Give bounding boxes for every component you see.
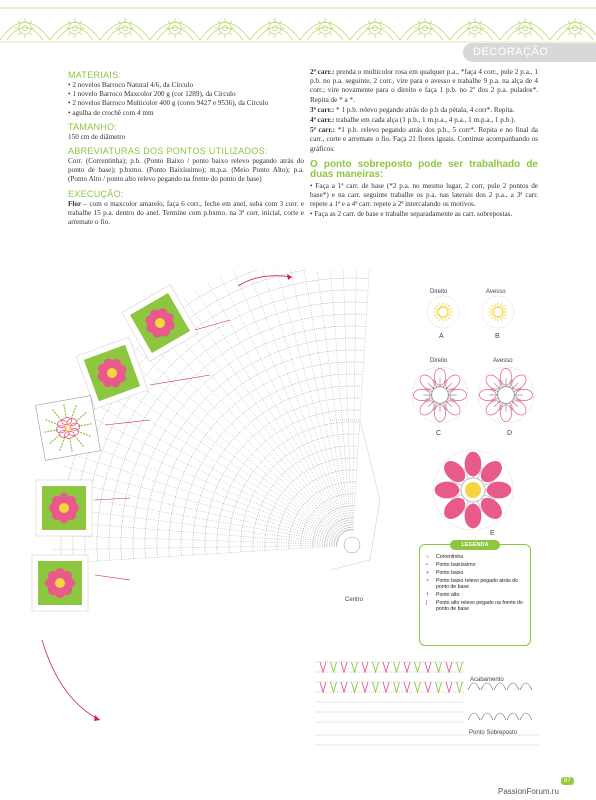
diagram-stitch bbox=[491, 305, 494, 308]
diagram-stitch bbox=[494, 303, 496, 307]
edging-stitch bbox=[362, 662, 368, 692]
size-text: 150 cm de diâmetro bbox=[68, 132, 126, 141]
legend-label: Ponto baixíssimo bbox=[436, 562, 476, 568]
round-instruction bbox=[310, 106, 538, 115]
legend-label: Ponto alto relevo pegado na frente do ponto de base bbox=[436, 600, 523, 612]
lace-petal bbox=[479, 32, 482, 35]
diagram-stitch bbox=[501, 315, 504, 318]
flower-motifs bbox=[412, 296, 534, 530]
fan-spoke bbox=[52, 545, 337, 549]
lace-petal bbox=[218, 32, 221, 35]
lace-petal bbox=[229, 32, 232, 35]
edging-stitch bbox=[373, 662, 379, 692]
diagram-stitch bbox=[446, 315, 449, 318]
diagram-petal bbox=[435, 482, 459, 498]
arrow-head bbox=[287, 274, 292, 280]
left-column bbox=[68, 68, 304, 227]
diagram-outline bbox=[427, 296, 459, 328]
diagram-stitch bbox=[434, 314, 438, 316]
legend-item bbox=[426, 600, 530, 612]
fan-spoke bbox=[71, 439, 338, 540]
diagram-outline bbox=[478, 367, 534, 423]
lace-petal bbox=[129, 32, 132, 35]
fan-spoke bbox=[83, 413, 339, 538]
fan-spoke bbox=[161, 314, 343, 534]
overlay-stitch-label: Ponto Sobreposto bbox=[469, 730, 518, 736]
tile-frame bbox=[36, 396, 101, 461]
fan-spoke bbox=[53, 546, 337, 564]
edging-scallop bbox=[468, 683, 480, 690]
lace-rosette bbox=[523, 26, 528, 31]
lace-rosette bbox=[323, 26, 328, 31]
diagram-stitch bbox=[447, 314, 451, 316]
figure-letter-c: C bbox=[436, 430, 442, 437]
fan-spoke bbox=[140, 333, 342, 535]
legend-label: Ponto baixo bbox=[436, 570, 464, 576]
legend-label: Ponto baixo relevo pegado atrás do ponto de base bbox=[436, 578, 518, 590]
bottom-arrow bbox=[42, 640, 100, 720]
abbrev-heading: ABREVIATURAS DOS PONTOS UTILIZADOS: bbox=[68, 146, 268, 157]
diagram-petal bbox=[465, 504, 481, 528]
fan-spoke bbox=[150, 323, 342, 534]
lace-petal bbox=[179, 32, 182, 35]
edging-scallop bbox=[494, 683, 506, 690]
diagram-stitch bbox=[500, 316, 502, 320]
lace-rosette bbox=[123, 26, 128, 31]
diagram-stitch bbox=[447, 308, 451, 310]
legend-symbol: ○ bbox=[426, 554, 430, 560]
lace-rosette bbox=[473, 26, 478, 31]
edging-stitch bbox=[457, 662, 463, 692]
lace-petal bbox=[368, 32, 371, 35]
fan-spoke bbox=[287, 270, 349, 530]
lace-petal bbox=[79, 32, 82, 35]
legend-title: LEGENDA bbox=[450, 540, 500, 550]
stitch-subheading: O ponto sobreposto pode ser trabalhado de duas maneiras: bbox=[310, 158, 538, 180]
edging-label: Acabamento bbox=[470, 677, 504, 683]
fan-round bbox=[229, 422, 360, 553]
material-item: • 2 novelos Barroco Multicolor 400 g (cores 9427 e 9536), da Círculo bbox=[68, 99, 269, 108]
figure-letter-e: E bbox=[490, 530, 495, 537]
fan-spoke bbox=[207, 282, 344, 532]
lace-petal bbox=[379, 32, 382, 35]
diagram-ring bbox=[438, 307, 448, 317]
flower-center bbox=[55, 578, 65, 588]
figure-label-direito: Direito bbox=[430, 289, 448, 295]
stitch-bullet: • Faça a 1ª carr. de base (*2 p.a. no mesmo lugar, 2 corr, pule 2 pontos de base*) e na carr. seguinte trabalhe os p.a. nas laterais dos 2 p.a., a 3ª carr. repete a 1ª e a 4ª carr. repete a 2ª intercalando os motivos. bbox=[310, 181, 538, 209]
materials-heading: MATERIAIS: bbox=[68, 70, 122, 80]
abbrev-text: Corr. (Correntinha); p.b. (Ponto Baixo / ponto baixo relevo pegando atrás do ponto de base); p.bxmo. (Ponto Baixíssimo); m.p.a. (Meio Ponto Alto); p.a. (Ponto Alto / ponto alto relevo pegando na frente do ponto de base) bbox=[68, 157, 304, 184]
right-column bbox=[310, 68, 538, 221]
fan-round bbox=[193, 386, 362, 555]
lace-petal bbox=[329, 32, 332, 35]
edging-scallop bbox=[507, 713, 519, 720]
diagram-petal bbox=[487, 482, 511, 498]
lace-rosette bbox=[73, 26, 78, 31]
figure-label-avesso: Avesso bbox=[486, 289, 506, 295]
lace-rosette bbox=[23, 26, 28, 31]
flower-tiles bbox=[32, 285, 230, 611]
lace-rosette bbox=[223, 26, 228, 31]
figure-label-direito: Direito bbox=[430, 358, 448, 364]
round-label: 3ª carr.: bbox=[310, 105, 335, 114]
figure-label-avesso: Avesso bbox=[493, 358, 513, 364]
fan-spoke bbox=[77, 426, 339, 539]
legend-symbol: × bbox=[426, 578, 430, 584]
diagram-stitch bbox=[434, 308, 438, 310]
lace-petal bbox=[68, 32, 71, 35]
figure-letter-b: B bbox=[495, 333, 500, 340]
edging-scallop bbox=[481, 713, 493, 720]
fan-spoke bbox=[63, 466, 338, 541]
legend-item bbox=[426, 570, 530, 576]
execution-heading: EXECUÇÃO: bbox=[68, 188, 124, 199]
legend-symbol: ʃ bbox=[426, 600, 428, 606]
edging-stitch bbox=[331, 662, 337, 692]
flower-tile bbox=[36, 396, 101, 461]
legend-symbol: + bbox=[426, 570, 430, 576]
round-text: * 1 p.b. relevo pegando atrás do p.b da pétala, 4 corr*. Repita. bbox=[334, 105, 515, 114]
lace-rosette bbox=[423, 26, 428, 31]
round-instruction bbox=[310, 68, 538, 105]
fan-spoke bbox=[314, 270, 350, 530]
fan-spoke bbox=[89, 400, 339, 537]
lace-rosette bbox=[573, 26, 578, 31]
fan-spoke bbox=[54, 507, 337, 543]
fan-spoke bbox=[300, 270, 349, 530]
lace-scallop bbox=[550, 23, 596, 41]
site-watermark: PassionForum.ru bbox=[498, 787, 559, 796]
round-instruction bbox=[310, 126, 538, 154]
lace-petal bbox=[529, 32, 532, 35]
fan-round bbox=[265, 458, 357, 550]
legend-symbol: † bbox=[426, 592, 429, 598]
lace-petal bbox=[579, 32, 582, 35]
fan-round bbox=[61, 270, 370, 563]
section-tag-label: DECORAÇÃO bbox=[473, 46, 549, 58]
lace-petal bbox=[318, 32, 321, 35]
lace-petal bbox=[29, 32, 32, 35]
diagram-stitch bbox=[494, 316, 496, 320]
fan-spoke bbox=[259, 270, 347, 531]
diagram-center-fill bbox=[465, 482, 481, 498]
diagram-outline bbox=[412, 367, 468, 423]
execution-text bbox=[68, 200, 304, 228]
tile-arrow bbox=[95, 575, 130, 580]
edging-stitch bbox=[341, 662, 347, 692]
center-label: Centro bbox=[345, 597, 364, 603]
legend-list bbox=[426, 554, 530, 612]
fan-spoke bbox=[183, 297, 343, 533]
lace-petal bbox=[568, 32, 571, 35]
round-text: *1 p.b. relevo pegando atrás dos p.b., 5 corr*. Repita e no final da carr., corte e arremate o fio. Faça 21 flores iguais. Continue acompanhando os gráficos. bbox=[310, 126, 538, 153]
diagram-stitch bbox=[439, 303, 441, 307]
round-label: 5ª carr.: bbox=[310, 126, 336, 135]
fan-spoke bbox=[246, 270, 347, 531]
edging-scallop bbox=[468, 713, 480, 720]
flower-diagram bbox=[482, 296, 514, 328]
arrow-head bbox=[94, 715, 100, 721]
round-text: prenda o multicolor rosa em qualquer p.a., *faça 4 corr., pule 2 p.a., 1 p.b. no p.a. seguinte, 2 corr., vire para o avesso e trabalhe 9 p.a. na alça de 4 corr.; vire novamente para o direito e faça 1 p.b. no 2º dos 2 p.a. pulados*. Repita de * a *. bbox=[310, 68, 538, 104]
edging-stitch bbox=[446, 662, 452, 692]
fan-spoke bbox=[52, 536, 337, 545]
figure-letter-a: A bbox=[439, 333, 444, 340]
round-instruction bbox=[310, 116, 538, 125]
fan-round bbox=[277, 470, 357, 550]
diagram-stitch bbox=[501, 305, 504, 308]
fan-spoke bbox=[172, 305, 343, 533]
round-text: trabalhe em cada alça (1 p.b., 1 m.p.a., 4 p.a., 1 m.p.a., 1 p.b.). bbox=[334, 116, 516, 125]
edging-stitch bbox=[425, 662, 431, 692]
fan-spoke bbox=[130, 343, 341, 535]
fan-spoke bbox=[343, 270, 352, 530]
fan-spoke bbox=[104, 376, 340, 536]
lace-rosette bbox=[273, 26, 278, 31]
diagram-outline bbox=[482, 296, 514, 328]
crochet-diagram bbox=[0, 270, 596, 800]
fan-spoke bbox=[67, 452, 338, 540]
fan-center bbox=[344, 537, 360, 553]
diagram-stitch bbox=[436, 305, 439, 308]
tile-arrow bbox=[150, 375, 210, 385]
lace-petal bbox=[418, 32, 421, 35]
edging-scallop bbox=[520, 713, 532, 720]
diagram-stitch bbox=[502, 314, 506, 316]
fan-spoke bbox=[273, 270, 348, 531]
diagram-stitch bbox=[436, 315, 439, 318]
diagram-stitch bbox=[489, 308, 493, 310]
execution-body: – com o maxcolor amarelo, faça 6 corr., feche em anel, suba com 3 corr. e trabalhe 15 p.a. dentro do anel. Termine com p.bxmo. na 3ª corr. inicial, corte e arremate o fio. bbox=[68, 199, 304, 227]
lace-petal bbox=[468, 32, 471, 35]
diagram-stitch bbox=[446, 305, 449, 308]
fan-edge bbox=[330, 420, 380, 570]
diagram-stitch bbox=[445, 303, 447, 307]
fan-spoke bbox=[53, 521, 337, 543]
diagram-stitch bbox=[489, 314, 493, 316]
edging-scallop bbox=[481, 683, 493, 690]
fan-spoke bbox=[233, 270, 346, 531]
section-tag bbox=[463, 43, 596, 62]
edging-stitch bbox=[394, 662, 400, 692]
material-item: • 2 novelos Barroco Natural 4/6, da Círculo bbox=[68, 81, 194, 89]
page-number: 87 bbox=[561, 777, 574, 785]
edging-stitch bbox=[436, 662, 442, 692]
diagram-stitch bbox=[500, 303, 502, 307]
flower-tile bbox=[32, 555, 88, 611]
material-item: • 1 novelo Barroco Maxcolor 200 g (cor 1289), da Círculo bbox=[68, 90, 236, 99]
diagram-ring bbox=[498, 387, 515, 404]
lace-rosette bbox=[173, 26, 178, 31]
stitch-bullet: • Faça as 2 carr. de base e trabalhe separadamente as carr. sobrepostas. bbox=[310, 210, 513, 219]
fan-round bbox=[157, 350, 364, 557]
edging-scallop bbox=[507, 683, 519, 690]
fan-round bbox=[181, 374, 363, 556]
edging-stitch bbox=[320, 662, 326, 692]
lace-petal bbox=[118, 32, 121, 35]
material-item: • agulha de crochê com 4 mm bbox=[68, 108, 154, 117]
flower-center bbox=[59, 503, 69, 513]
lace-petal bbox=[279, 32, 282, 35]
edging-scallop bbox=[520, 683, 532, 690]
fan-spoke bbox=[352, 270, 356, 530]
round-label: 4ª carr.: bbox=[310, 116, 335, 125]
fan-chart bbox=[52, 270, 380, 570]
tile-arrow bbox=[95, 498, 130, 500]
legend-label: Correntinha bbox=[436, 554, 464, 560]
fan-spoke bbox=[121, 354, 341, 536]
flower-diagram bbox=[478, 367, 534, 423]
edging-scallop bbox=[494, 713, 506, 720]
edging-stitch bbox=[415, 662, 421, 692]
execution-lead: Flor bbox=[68, 199, 82, 208]
legend-item bbox=[426, 562, 530, 568]
diagram-stitch bbox=[502, 308, 506, 310]
round-label: 2ª carr.: bbox=[310, 68, 335, 76]
flower-diagram bbox=[412, 367, 468, 423]
legend-box bbox=[419, 544, 531, 646]
diagram-stitch bbox=[439, 316, 441, 320]
edging-stitch bbox=[383, 662, 389, 692]
lace-petal bbox=[268, 32, 271, 35]
legend-item bbox=[426, 554, 530, 560]
flower-diagram bbox=[427, 296, 459, 328]
diagram-ring bbox=[493, 307, 503, 317]
fan-spoke bbox=[220, 276, 345, 532]
edging-stitch bbox=[404, 662, 410, 692]
lace-petal bbox=[18, 32, 21, 35]
diagram-stitch bbox=[491, 315, 494, 318]
edging-stitch bbox=[352, 662, 358, 692]
legend-symbol: • bbox=[426, 562, 428, 568]
lace-petal bbox=[518, 32, 521, 35]
legend-item bbox=[426, 592, 530, 598]
flower-tile bbox=[36, 480, 92, 536]
lace-petal bbox=[168, 32, 171, 35]
legend-item bbox=[426, 578, 530, 590]
diagram-petal bbox=[465, 452, 481, 476]
diagram-ring bbox=[432, 387, 449, 404]
lace-rosette bbox=[373, 26, 378, 31]
figure-letter-d: D bbox=[507, 430, 513, 437]
legend-label: Ponto alto bbox=[436, 592, 460, 598]
diagram-stitch bbox=[445, 316, 447, 320]
lace-petal bbox=[429, 32, 432, 35]
size-heading: TAMANHO: bbox=[68, 121, 118, 132]
